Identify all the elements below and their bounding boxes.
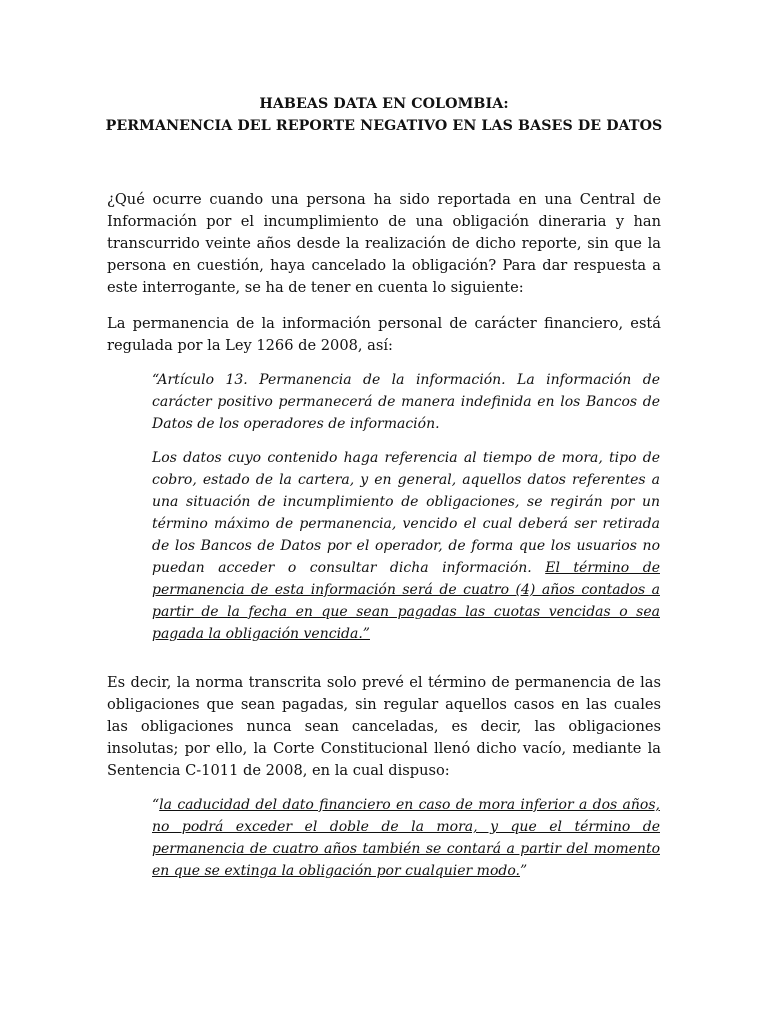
document-title-line1: HABEAS DATA EN COLOMBIA:: [259, 96, 509, 112]
quote-article-13-underlined-text: El término de permanencia de esta información será de cuatro (4) años contados a partir de la fecha en que sean pagadas las cuotas vencidas o sea pagada la obligación vencida.”: [152, 560, 660, 642]
paragraph-question: ¿Qué ocurre cuando una persona ha sido reportada en una Central de Información por el incumplimiento de una obligación dineraria y han transcurrido veinte años desde la realización de dicho reporte, sin que la persona en cuestión, haya cancelado la obligación? Para dar respuesta a este interrogante, se ha de tener en cuenta lo siguiente:: [107, 191, 661, 296]
document-title-line2: PERMANENCIA DEL REPORTE NEGATIVO EN LAS BASES DE DATOS: [105, 118, 663, 134]
quote-sentencia-c-1011: [152, 794, 660, 882]
quote-article-13-first: “Artículo 13. Permanencia de la información. La información de carácter positivo permanecerá de manera indefinida en los Bancos de Datos de los operadores de información.: [152, 372, 660, 432]
quote-article-13-second: [152, 447, 660, 645]
quote-article-13-plain-text: Los datos cuyo contenido haga referencia al tiempo de mora, tipo de cobro, estado de la cartera, y en general, aquellos datos referentes a una situación de incumplimiento de obligaciones, se regirán por un término máximo de permanencia, vencido el cual deberá ser retirada de los Bancos de Datos por el operador, de forma que los usuarios no puedan acceder o consultar dicha información.: [152, 450, 660, 576]
quote-open-mark: “: [152, 797, 160, 813]
quote-close-mark: ”: [520, 863, 528, 879]
paragraph-law-intro: La permanencia de la información personal de carácter financiero, está regulada por la Ley 1266 de 2008, así:: [107, 315, 661, 354]
quote-sentencia-underlined-text: la caducidad del dato financiero en caso de mora inferior a dos años, no podrá exceder el doble de la mora, y que el término de permanencia de cuatro años también se contará a partir del momento en que se extinga la obligación por cualquier modo.: [152, 797, 660, 879]
paragraph-court-ruling: Es decir, la norma transcrita solo prevé el término de permanencia de las obligaciones que sean pagadas, sin regular aquellos casos en las cuales las obligaciones nunca sean canceladas, es decir, las obligaciones insolutas; por ello, la Corte Constitucional llenó dicho vacío, mediante la Sentencia C-1011 de 2008, en la cual dispuso:: [107, 674, 661, 779]
